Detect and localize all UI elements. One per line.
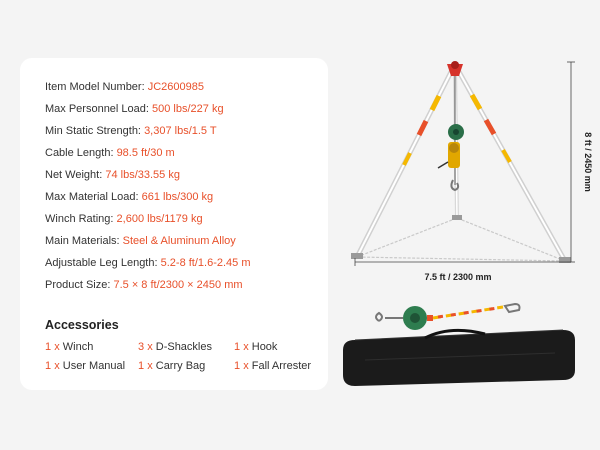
product-illustration (335, 50, 593, 390)
accessories-title: Accessories (45, 318, 119, 332)
spec-row-winch-rating: Winch Rating: 2,600 lbs/1179 kg (45, 213, 203, 225)
accessory-hook: 1 x Hook (234, 341, 278, 353)
height-dimension (567, 62, 575, 262)
spec-row-leg-length: Adjustable Leg Length: 5.2-8 ft/1.6-2.45 m (45, 257, 251, 269)
spec-row-product-size: Product Size: 7.5 × 8 ft/2300 × 2450 mm (45, 279, 243, 291)
spec-row-cable-length: Cable Length: 98.5 ft/30 m (45, 147, 175, 159)
spec-row-material-load: Max Material Load: 661 lbs/300 kg (45, 191, 214, 203)
spec-row-static-strength: Min Static Strength: 3,307 lbs/1.5 T (45, 125, 217, 137)
spec-row-net-weight: Net Weight: 74 lbs/33.55 kg (45, 169, 180, 181)
width-dimension (355, 258, 567, 266)
fall-arrester-image (376, 304, 520, 330)
accessory-carry-bag: 1 x Carry Bag (138, 360, 206, 372)
spec-row-model: Item Model Number: JC2600985 (45, 81, 204, 93)
accessory-user-manual: 1 x User Manual (45, 360, 126, 372)
spec-row-personnel-load: Max Personnel Load: 500 lbs/227 kg (45, 103, 224, 115)
accessory-fall-arrester: 1 x Fall Arrester (234, 360, 312, 372)
height-label: 8 ft / 2450 mm (583, 132, 593, 192)
carry-bag-image (343, 330, 575, 386)
width-label: 7.5 ft / 2300 mm (424, 272, 492, 282)
accessory-d-shackles: 3 x D-Shackles (138, 341, 212, 353)
spec-row-materials: Main Materials: Steel & Aluminum Alloy (45, 235, 236, 247)
tripod-image (351, 61, 571, 263)
accessory-winch: 1 x Winch (45, 341, 94, 353)
